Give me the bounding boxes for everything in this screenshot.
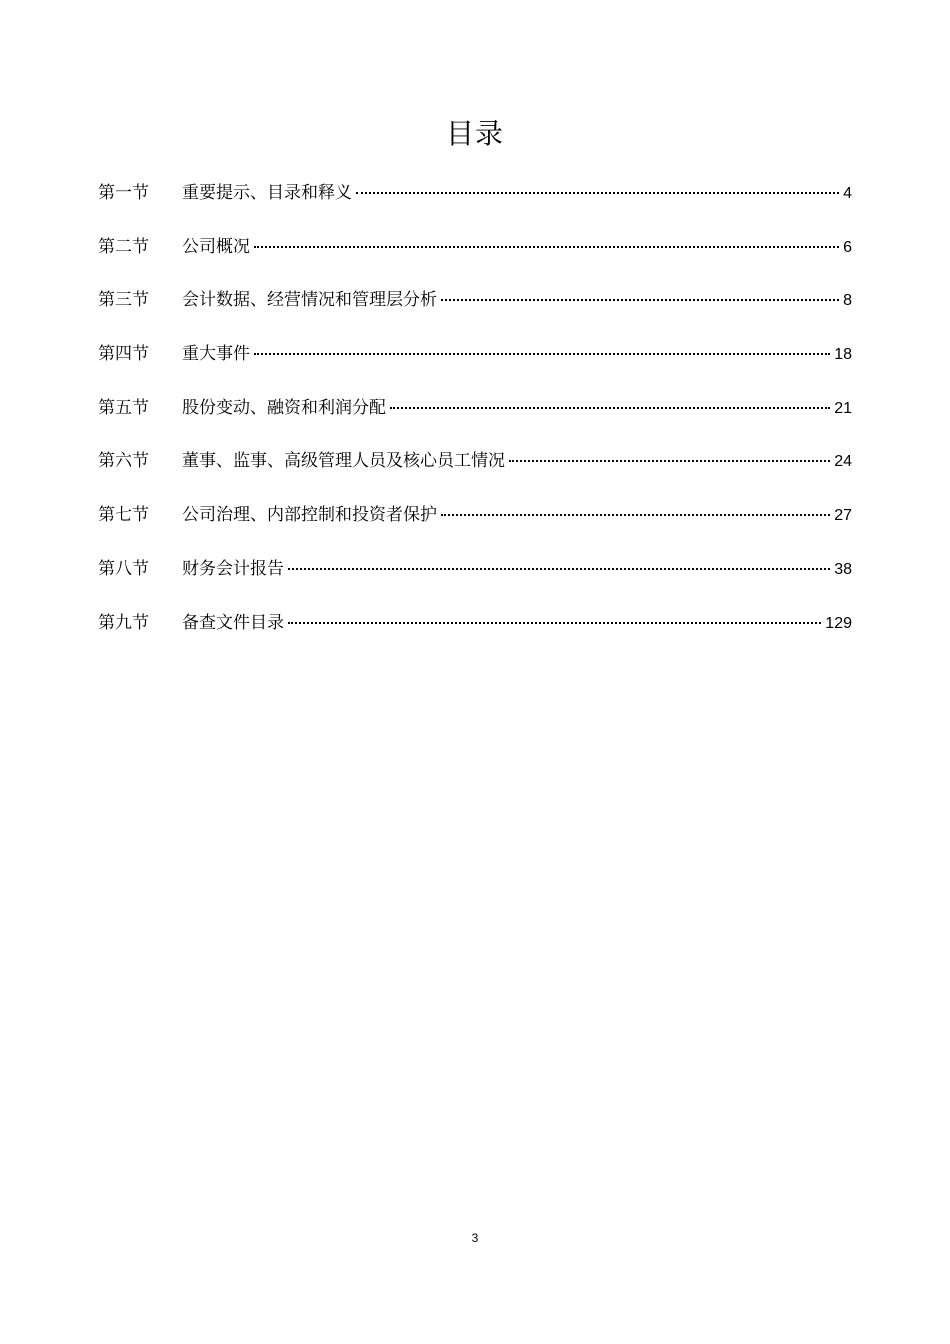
toc-dot-leader	[254, 353, 830, 355]
toc-entry-4[interactable]	[98, 337, 852, 391]
toc-entry-7[interactable]	[98, 498, 852, 552]
page-number: 3	[471, 1231, 479, 1245]
toc-entry-9[interactable]	[98, 606, 852, 660]
toc-dot-leader	[288, 568, 830, 570]
toc-section-number: 第六节	[98, 451, 149, 472]
toc-section-number: 第五节	[98, 397, 149, 418]
toc-section-title: 董事、监事、高级管理人员及核心员工情况	[182, 451, 505, 472]
toc-section-title: 公司治理、内部控制和投资者保护	[182, 505, 437, 526]
toc-list	[98, 176, 852, 659]
toc-section-title: 重大事件	[182, 344, 250, 365]
toc-dot-leader	[441, 514, 830, 516]
toc-section-title: 股份变动、融资和利润分配	[182, 397, 386, 418]
toc-section-title: 重要提示、目录和释义	[182, 183, 352, 203]
toc-section-title: 公司概况	[182, 236, 250, 257]
toc-page-number: 8	[843, 292, 852, 310]
toc-section-title: 财务会计报告	[182, 558, 284, 579]
toc-page-number: 6	[843, 238, 852, 256]
toc-section-number: 第四节	[98, 344, 149, 365]
toc-page-number: 24	[834, 453, 852, 471]
toc-entry-8[interactable]	[98, 552, 852, 606]
toc-entry-2[interactable]	[98, 230, 852, 284]
toc-entry-1[interactable]	[98, 176, 852, 230]
toc-section-number: 第二节	[98, 236, 149, 257]
toc-dot-leader	[356, 192, 839, 194]
toc-dot-leader	[390, 407, 830, 409]
toc-dot-leader	[254, 246, 839, 248]
toc-title: 目录	[445, 117, 504, 150]
toc-section-title: 会计数据、经营情况和管理层分析	[182, 290, 437, 311]
toc-page-number: 129	[825, 614, 852, 632]
toc-entry-6[interactable]	[98, 444, 852, 498]
toc-dot-leader	[288, 622, 821, 624]
toc-section-number: 第一节	[98, 183, 149, 203]
toc-page-number: 27	[834, 507, 852, 525]
toc-section-title: 备查文件目录	[182, 612, 284, 633]
toc-entry-3[interactable]	[98, 283, 852, 337]
toc-page-number: 4	[843, 185, 852, 202]
toc-page-number: 21	[834, 399, 852, 417]
toc-entry-5[interactable]	[98, 391, 852, 445]
toc-section-number: 第八节	[98, 558, 149, 579]
toc-section-number: 第三节	[98, 290, 149, 311]
toc-page-number: 38	[834, 560, 852, 578]
toc-dot-leader	[509, 460, 830, 462]
toc-dot-leader	[441, 299, 839, 301]
toc-section-number: 第七节	[98, 505, 149, 526]
toc-section-number: 第九节	[98, 612, 149, 633]
toc-page-number: 18	[834, 346, 852, 364]
